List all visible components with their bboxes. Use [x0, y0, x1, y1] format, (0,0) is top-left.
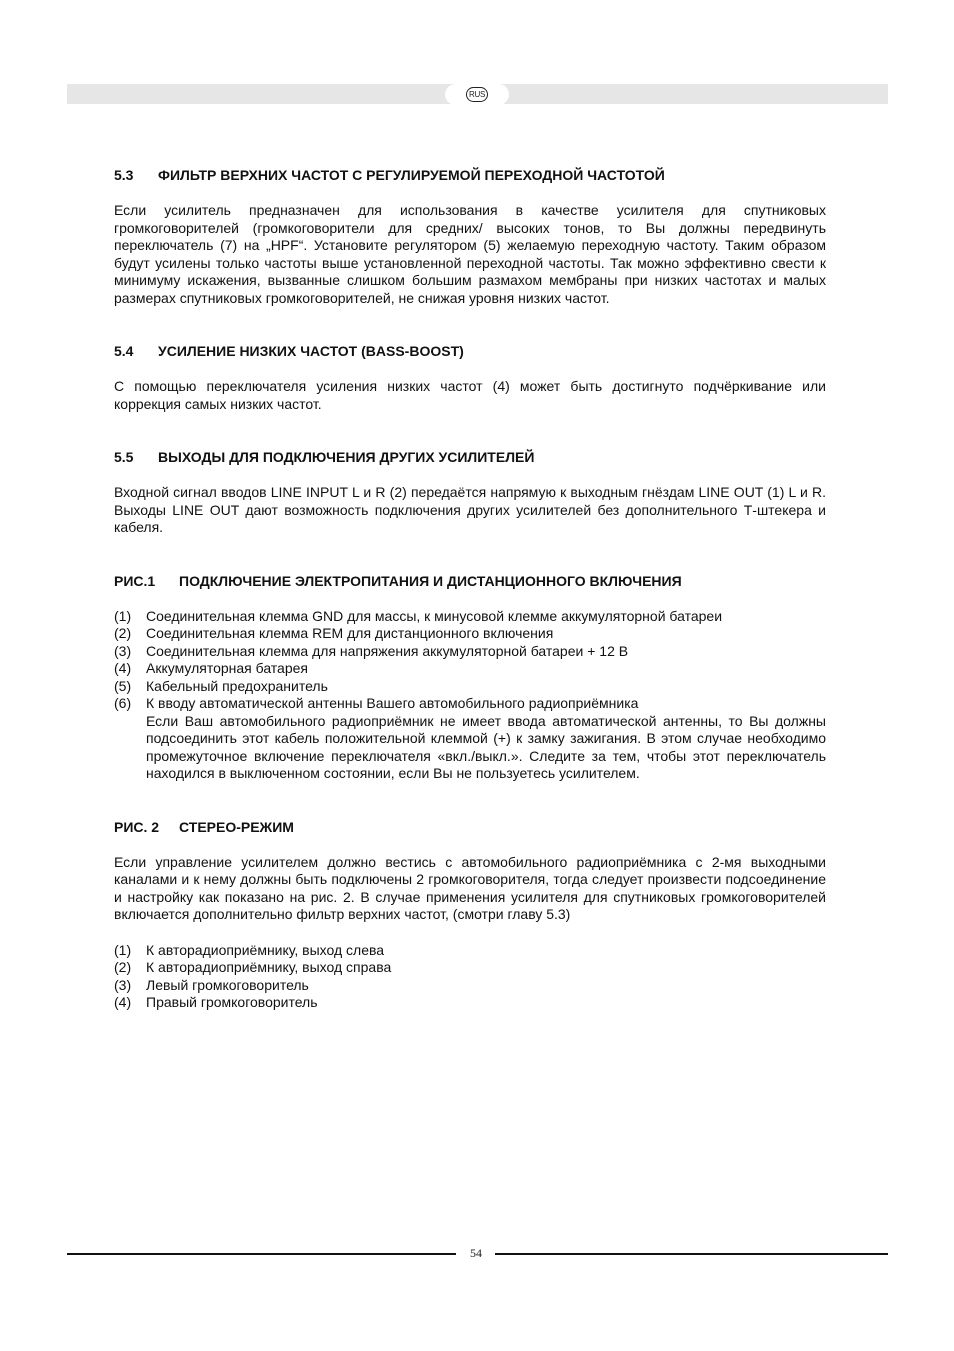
section-5-3-body: Если усилитель предназначен для использования в качестве усилителя для спутниковых громкоговорителей (громкоговорители для средних/ высоких тонов, то Вы должны передвинуть переключатель (7) на „HPF“. Установите регулятором (5) желаемую переходную частоту. Таким образом будут усилены только частоты выше установленной переходной частоты. Так можно эффективно свести к минимуму искажения, вызванные слишком большим размахом мембраны при низких частотах и малых размерах спутниковых громкоговорителей, не снижая уровня низких частот.	[114, 202, 826, 306]
figure-2-body: Если управление усилителем должно вестись с автомобильного радиоприёмника с 2-мя выходными каналами и к нему должны быть подключены 2 громкоговорителя, тогда следует произвести подсоединение и настройку как показано на рис. 2. В случае применения усилителя для спутниковых громкоговорителей включается дополнительно фильтр верхних частот, (смотри главу 5.3)	[114, 853, 826, 922]
section-5-4-body: С помощью переключателя усиления низких частот (4) может быть достигнуто подчёркивание или коррекция самых низких частот.	[114, 378, 826, 412]
figure-number: РИС. 2	[114, 818, 160, 835]
section-number: 5.4	[114, 343, 134, 359]
list-item: (3) Соединительная клемма для напряжения аккумуляторной батареи + 12 В	[114, 642, 629, 659]
section-title: ФИЛЬТР ВЕРХНИХ ЧАСТОТ С РЕГУЛИРУЕМОЙ ПЕРЕХОДНОЙ ЧАСТОТОЙ	[158, 167, 665, 183]
list-item: (4) Аккумуляторная батарея	[114, 660, 308, 676]
figure-1-legend	[114, 608, 826, 783]
section-5-5-heading	[114, 449, 826, 466]
footer-rule-left	[67, 1253, 456, 1255]
footer-rule-right	[495, 1253, 888, 1255]
section-5-3-heading	[114, 167, 826, 184]
list-item: (6) К вводу автоматической антенны Вашего автомобильного радиоприёмника Если Ваш автомобильного радиоприёмник не имеет ввода автоматической антенны, то Вы должны подсоединить этот кабель положительной клеммой (+) к замку зажигания. В этом случае необходимо промежуточное включение переключателя «вкл./выкл.». Следите за тем, чтобы этот переключатель находился в выключенном состоянии, если Вы не пользуетесь усилителем.	[114, 695, 826, 781]
list-item: (5) Кабельный предохранитель	[114, 677, 328, 694]
figure-1-heading	[114, 573, 826, 590]
section-5-4-heading	[114, 343, 826, 360]
section-number: 5.5	[114, 449, 134, 465]
list-item: (3) Левый громкоговоритель	[114, 976, 309, 993]
figure-number: РИС.1	[114, 572, 156, 589]
page-number: 54	[470, 1246, 482, 1260]
list-item: (4) Правый громкоговоритель	[114, 994, 318, 1010]
figure-title: СТЕРЕО-РЕЖИМ	[179, 818, 294, 835]
list-item: (1) К авторадиоприёмнику, выход слева	[114, 941, 385, 958]
list-item: (2) Соединительная клемма REM для дистанционного включения	[114, 625, 554, 641]
section-title: ВЫХОДЫ ДЛЯ ПОДКЛЮЧЕНИЯ ДРУГИХ УСИЛИТЕЛЕЙ	[158, 449, 535, 465]
section-5-5-body: Входной сигнал вводов LINE INPUT L и R (2) передаётся напрямую к выходным гнёздам LINE OUT (1) L и R. Выходы LINE OUT дают возможность подключения других усилителей без дополнительного Т-штекера и кабеля.	[114, 484, 826, 535]
page-content	[114, 167, 826, 1012]
figure-title: ПОДКЛЮЧЕНИЕ ЭЛЕКТРОПИТАНИЯ И ДИСТАНЦИОННОГО ВКЛЮЧЕНИЯ	[179, 572, 682, 589]
section-title: УСИЛЕНИЕ НИЗКИХ ЧАСТОТ (BASS-BOOST)	[158, 343, 464, 359]
list-item: (1) Соединительная клемма GND для массы, к минусовой клемме аккумуляторной батареи	[114, 607, 723, 624]
section-number: 5.3	[114, 167, 134, 183]
figure-2-heading	[114, 819, 826, 836]
figure-2-legend	[114, 942, 826, 1012]
language-badge: RUS	[466, 87, 488, 102]
item-6-note: Если Ваш автомобильного радиоприёмник не имеет ввода автоматической антенны, то Вы должны подсоединить этот кабель положительной клеммой (+) к замку зажигания. В этом случае необходимо промежуточное включение переключателя «вкл./выкл.». Следите за тем, чтобы этот переключатель находился в выключенном состоянии, если Вы не пользуетесь усилителем.	[146, 712, 826, 781]
list-item: (2) К авторадиоприёмнику, выход справа	[114, 959, 392, 975]
